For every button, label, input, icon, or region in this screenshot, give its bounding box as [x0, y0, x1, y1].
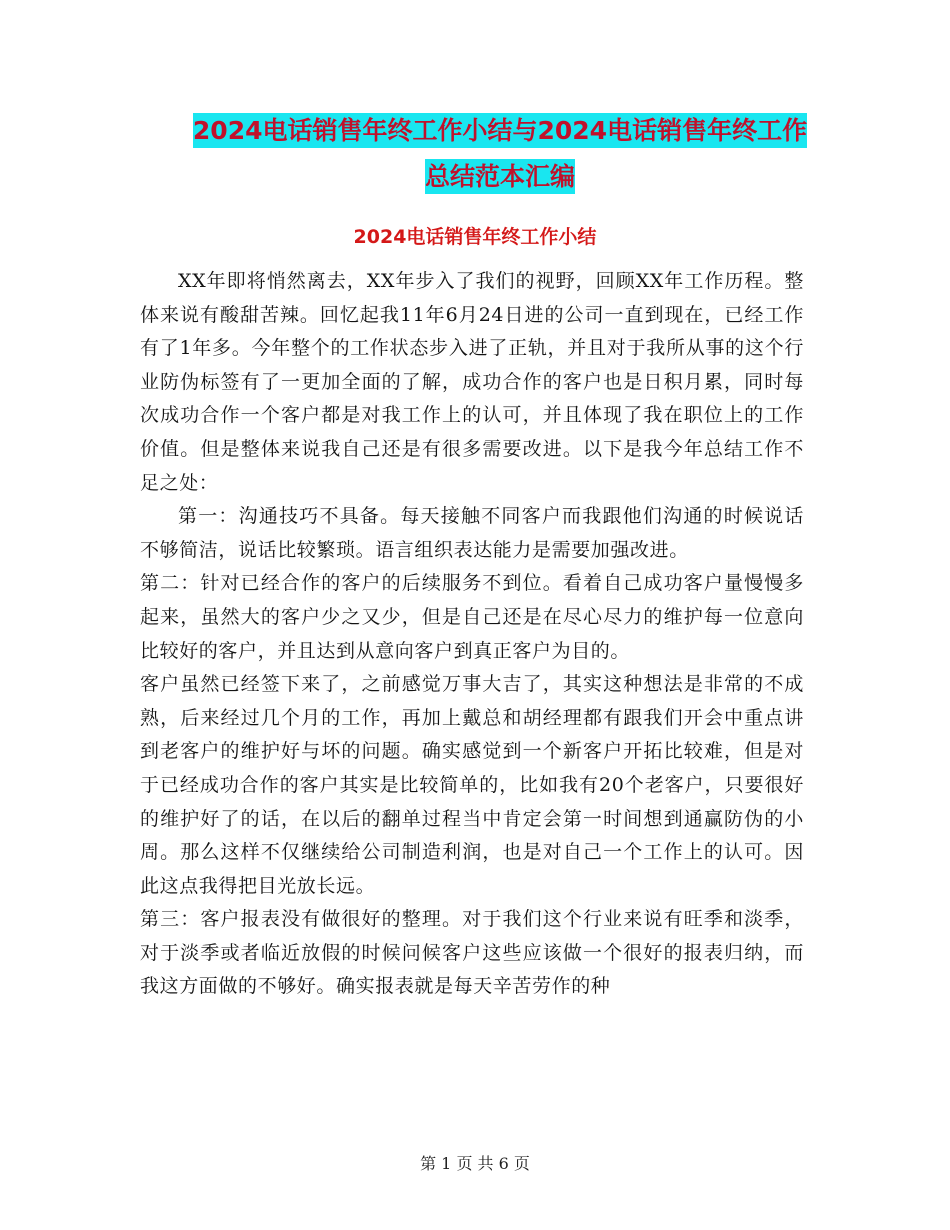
paragraph-point-3: 第三：客户报表没有做很好的整理。对于我们这个行业来说有旺季和淡季，对于淡季或者临近放假的时候问候客户这些应该做一个很好的报表归纳，而我这方面做的不够好。确实报表就是每天辛苦劳作的种: [140, 908, 804, 998]
document-title-line-2: 总结范本汇编: [425, 159, 575, 194]
section-title: 2024电话销售年终工作小结: [353, 226, 597, 248]
paragraph-point-2: 第二：针对已经合作的客户的后续服务不到位。看着自己成功客户量慢慢多起来，虽然大的客户少之又少，但是自己还是在尽心尽力的维护每一位意向比较好的客户，并且达到从意向客户到真正客户为目的。: [140, 572, 804, 662]
document-title-line-1: 2024电话销售年终工作小结与2024电话销售年终工作: [193, 113, 807, 148]
paragraph-point-2-continued: 客户虽然已经签下来了，之前感觉万事大吉了，其实这种想法是非常的不成熟，后来经过几个月的工作，再加上戴总和胡经理都有跟我们开会中重点讲到老客户的维护好与坏的问题。确实感觉到一个新客户开拓比较难，但是对于已经成功合作的客户其实是比较简单的，比如我有20个老客户，只要很好的维护好了的话，在以后的翻单过程当中肯定会第一时间想到通赢防伪的小周。那么这样不仅继续给公司制造利润，也是对自己一个工作上的认可。因此这点我得把目光放长远。: [140, 673, 804, 897]
paragraph-point-1: 第一：沟通技巧不具备。每天接触不同客户而我跟他们沟通的时候说话不够简洁，说话比较繁琐。语言组织表达能力是需要加强改进。: [140, 505, 804, 561]
body-text: [140, 265, 804, 1004]
page-footer: 第 1 页 共 6 页: [420, 1154, 530, 1173]
paragraph-intro: XX年即将悄然离去，XX年步入了我们的视野，回顾XX年工作历程。整体来说有酸甜苦辣。回忆起我11年6月24日进的公司一直到现在，已经工作有了1年多。今年整个的工作状态步入进了正轨，并且对于我所从事的这个行业防伪标签有了一更加全面的了解，成功合作的客户也是日积月累，同时每次成功合作一个客户都是对我工作上的认可，并且体现了我在职位上的工作价值。但是整体来说我自己还是有很多需要改进。以下是我今年总结工作不足之处：: [140, 270, 804, 494]
document-title: [150, 108, 850, 200]
